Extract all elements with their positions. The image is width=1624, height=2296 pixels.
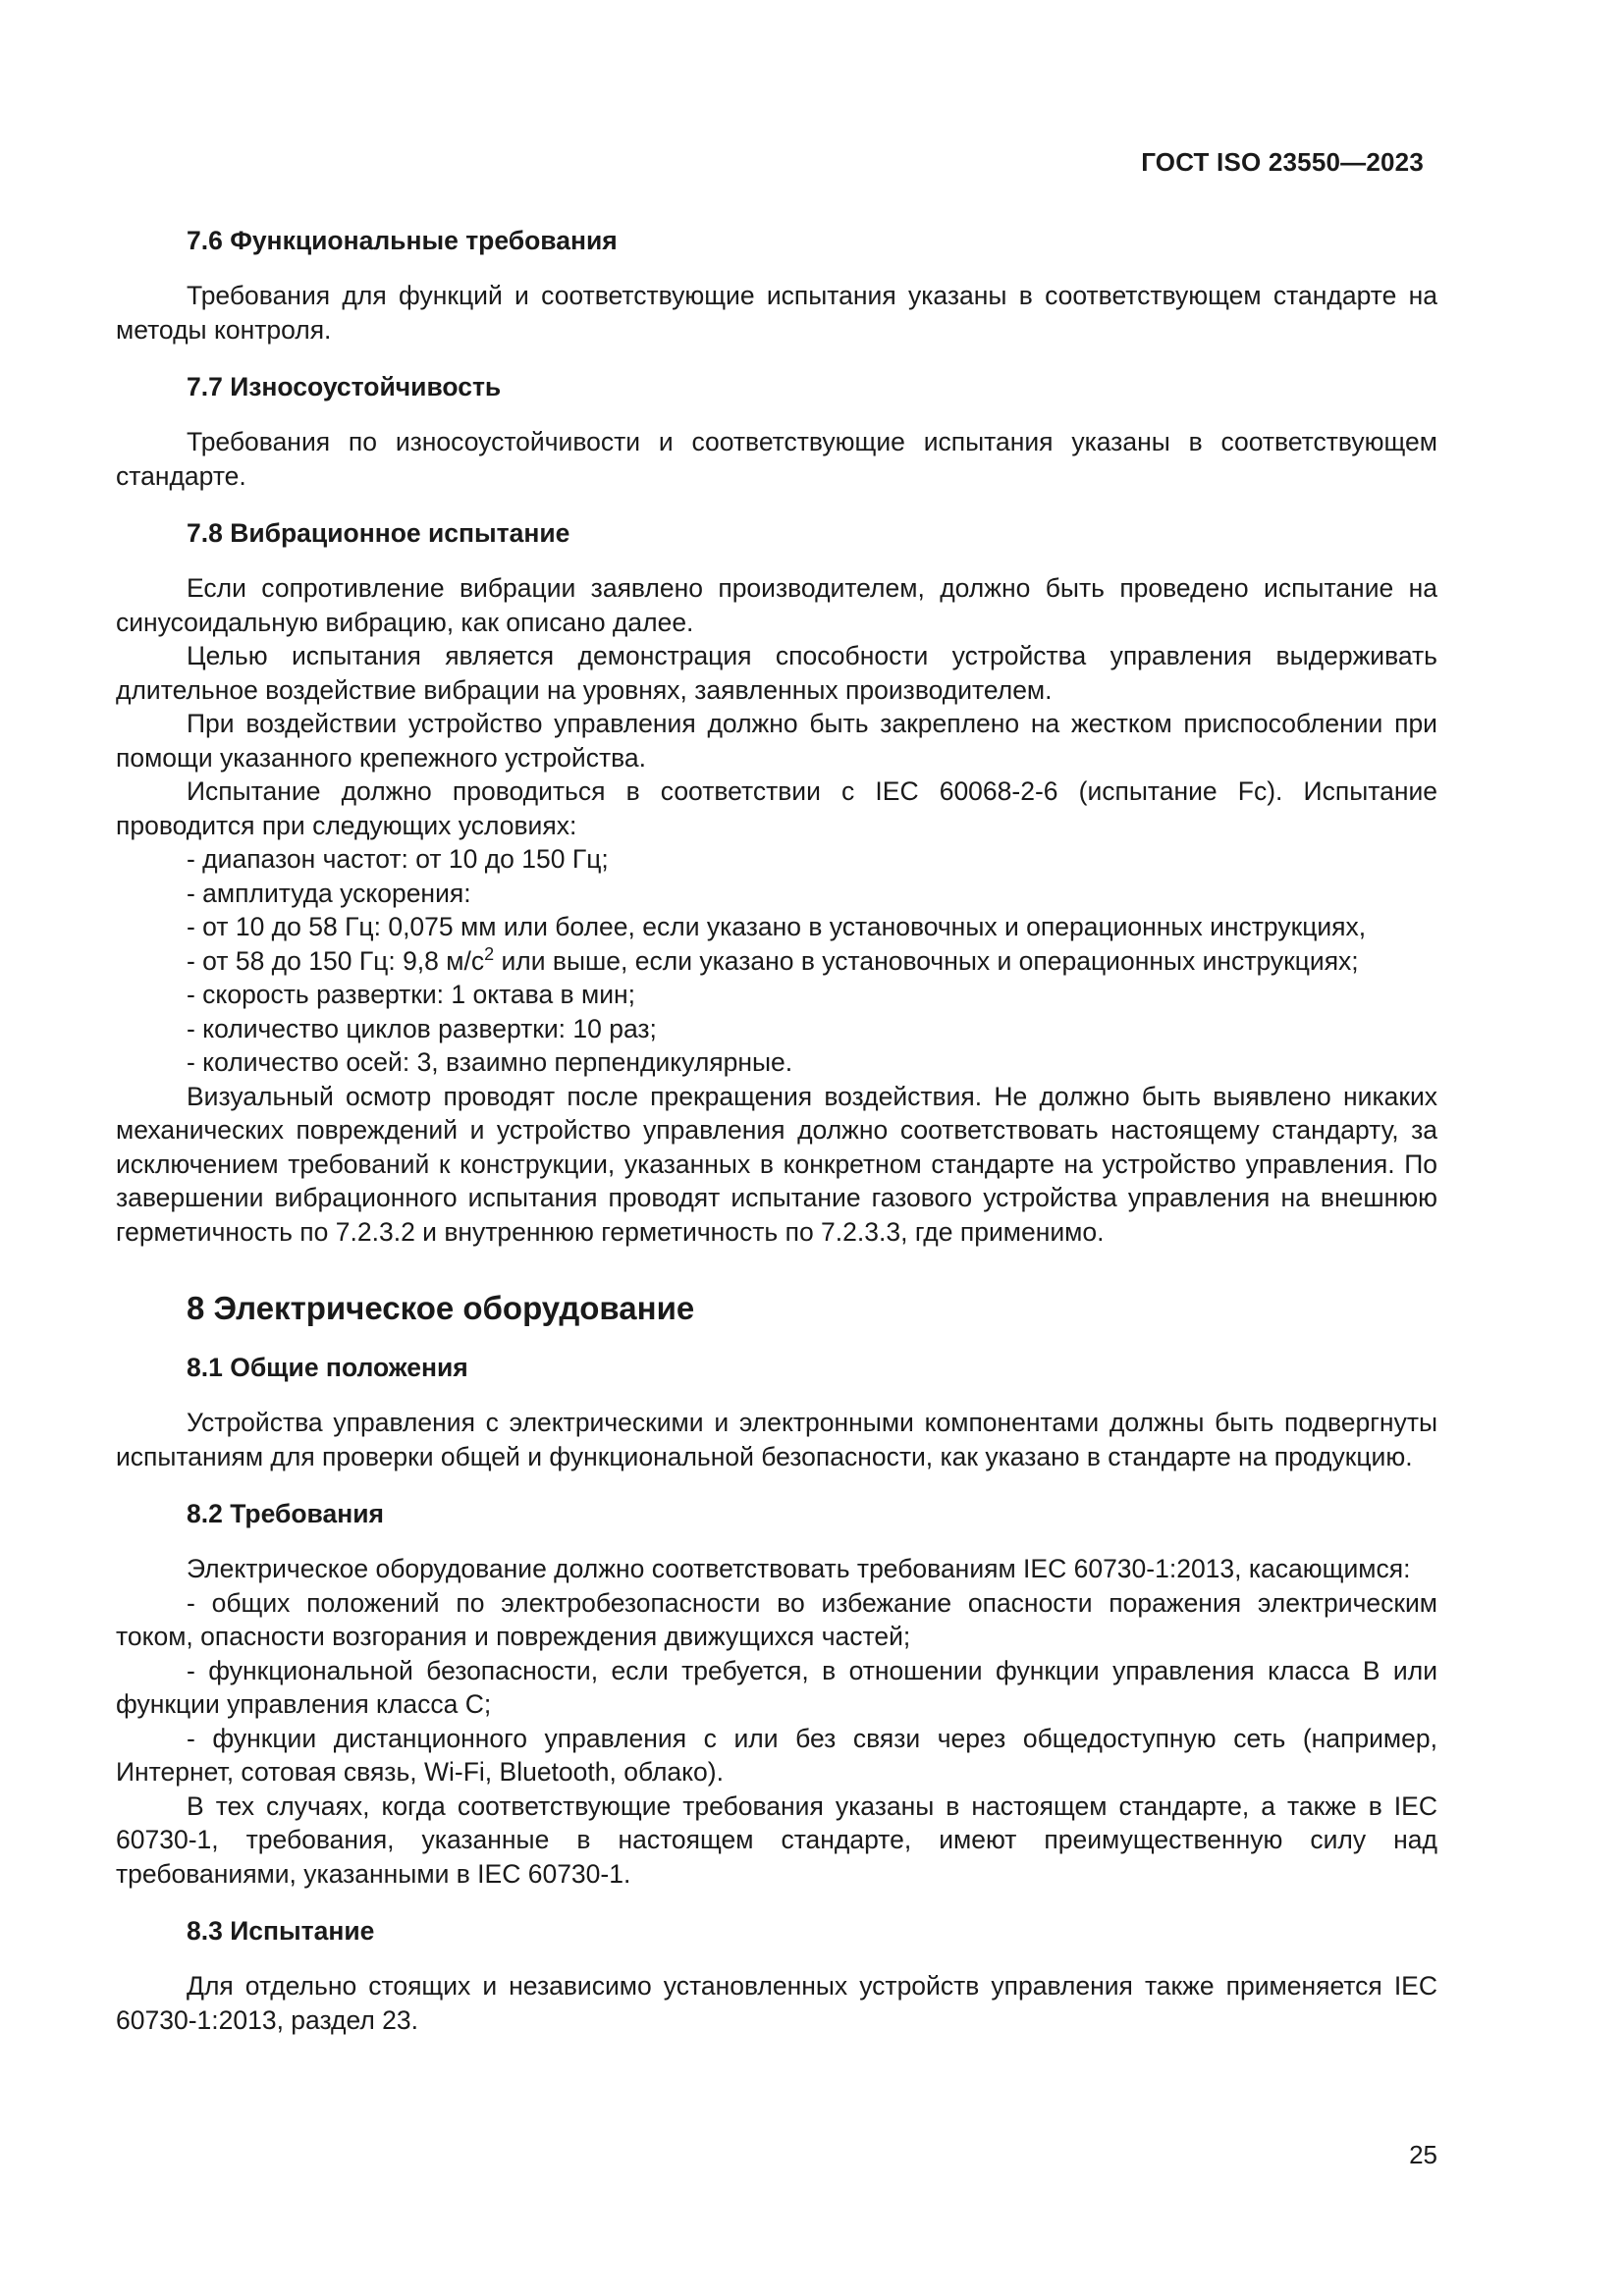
list-item: - диапазон частот: от 10 до 150 Гц; <box>187 844 609 874</box>
section-7-8-paragraph: Целью испытания является демонстрация способности устройства управления выдерживать длительное воздействие вибрации на уровнях, заявленных производителем. <box>116 641 1437 705</box>
section-7-8-paragraph: Испытание должно проводиться в соответствии с IEC 60068-2-6 (испытание Fc). Испытание проводится при следующих условиях: <box>116 776 1437 840</box>
section-8-2-paragraph: В тех случаях, когда соответствующие требования указаны в настоящем стандарте, а также в IEC 60730-1, требования, указанные в настоящем стандарте, имеют преимущественную силу над требованиями, указанными в IEC 60730-1. <box>116 1790 1437 1889</box>
superscript: 2 <box>484 943 495 964</box>
standard-code-header: ГОСТ ISO 23550—2023 <box>1141 147 1424 177</box>
section-8-1-paragraph: Устройства управления с электрическими и электронными компонентами должны быть подвергнуты испытаниям для проверки общей и функциональной безопасности, как указано в стандарте на продукцию. <box>116 1408 1437 1471</box>
list-item: - амплитуда ускорения: <box>187 878 471 908</box>
list-item: - функции дистанционного управления с или без связи через общедоступную сеть (например, Интернет, сотовая связь, Wi-Fi, Bluetooth, облако). <box>116 1723 1437 1787</box>
section-7-8-heading: 7.8 Вибрационное испытание <box>187 518 570 548</box>
section-7-8-paragraph: При воздействии устройство управления должно быть закреплено на жестком приспособлении при помощи указанного крепежного устройства. <box>116 709 1437 773</box>
section-8-3-heading: 8.3 Испытание <box>187 1916 375 1946</box>
section-7-8-paragraph: Если сопротивление вибрации заявлено производителем, должно быть проведено испытание на синусоидальную вибрацию, как описано далее. <box>116 573 1437 637</box>
section-8-2-heading: 8.2 Требования <box>187 1499 384 1528</box>
list-item-text: - от 58 до 150 Гц: 9,8 м/с <box>187 945 485 976</box>
list-item: - общих положений по электробезопасности во избежание опасности поражения электрическим током, опасности возгорания и повреждения движущихся частей; <box>116 1587 1437 1651</box>
page-number: 25 <box>1409 2140 1437 2169</box>
section-7-6-heading: 7.6 Функциональные требования <box>187 226 618 255</box>
section-8-heading: 8 Электрическое оборудование <box>187 1290 695 1326</box>
section-8-2-paragraph: Электрическое оборудование должно соответствовать требованиям IEC 60730-1:2013, касающимся: <box>187 1554 1411 1583</box>
list-item: - количество осей: 3, взаимно перпендикулярные. <box>187 1047 793 1077</box>
section-7-7-paragraph: Требования по износоустойчивости и соответствующие испытания указаны в соответствующем стандарте. <box>116 427 1437 491</box>
section-8-1-heading: 8.1 Общие положения <box>187 1353 468 1382</box>
section-7-7-heading: 7.7 Износоустойчивость <box>187 372 502 401</box>
section-7-8-paragraph: Визуальный осмотр проводят после прекращения воздействия. Не должно быть выявлено никаких механических повреждений и устройство управления должно соответствовать настоящему стандарту, за исключением требований к конструкции, указанных в конкретном стандарте на устройство управления. По завершении вибрационного испытания проводят испытание газового устройства управления на внешнюю герметичность по 7.2.3.2 и внутреннюю герметичность по 7.2.3.3, где применимо. <box>116 1081 1437 1247</box>
list-item: - количество циклов развертки: 10 раз; <box>187 1013 657 1043</box>
section-7-6-paragraph: Требования для функций и соответствующие испытания указаны в соответствующем стандарте на методы контроля. <box>116 281 1437 345</box>
list-item-text: или выше, если указано в установочных и операционных инструкциях; <box>494 945 1359 976</box>
list-item: - функциональной безопасности, если требуется, в отношении функции управления класса B или функции управления класса C; <box>116 1655 1437 1719</box>
list-item <box>116 944 1437 979</box>
list-item: - от 10 до 58 Гц: 0,075 мм или более, если указано в установочных и операционных инструкциях, <box>187 912 1367 941</box>
list-item: - скорость развертки: 1 октава в мин; <box>187 980 636 1009</box>
page-content <box>116 224 1437 2037</box>
section-8-3-paragraph: Для отдельно стоящих и независимо установленных устройств управления также применяется IEC 60730-1:2013, раздел 23. <box>116 1971 1437 2035</box>
